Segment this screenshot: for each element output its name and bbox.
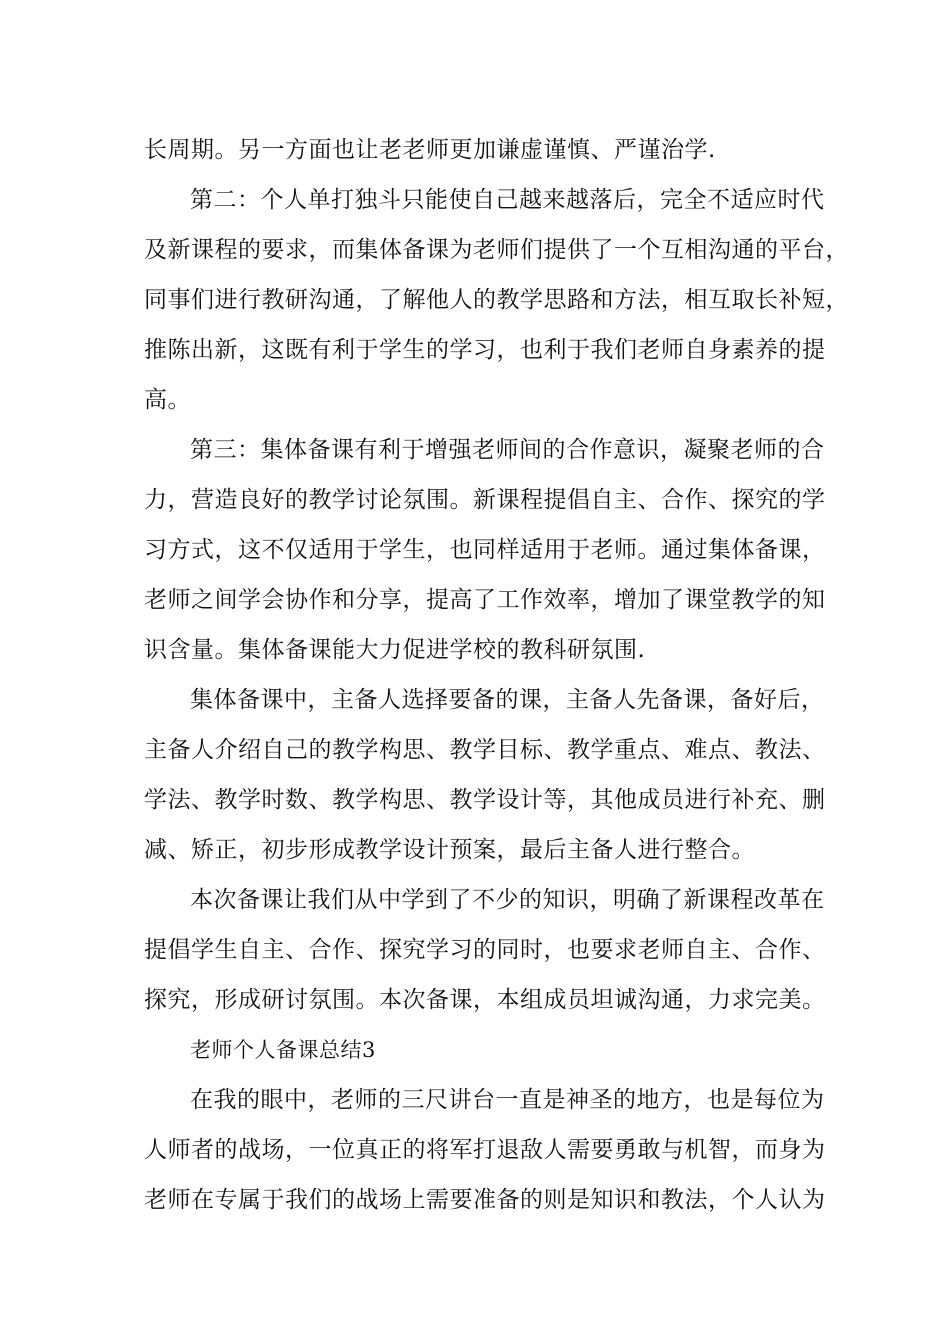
section-heading: 老师个人备课总结3 bbox=[190, 1038, 376, 1062]
text-line: 提倡学生自主、合作、探究学习的同时，也要求老师自主、合作、 bbox=[144, 937, 826, 963]
text-line: 集体备课中，主备人选择要备的课，主备人先备课，备好后， bbox=[190, 687, 825, 713]
text-line: 学法、教学时数、教学构思、教学设计等，其他成员进行补充、删 bbox=[144, 787, 826, 813]
text-line: 第二：个人单打独斗只能使自己越来越落后，完全不适应时代 bbox=[190, 187, 825, 213]
text-line: 识含量。集体备课能大力促进学校的教科研氛围. bbox=[144, 637, 646, 663]
text-line: 力，营造良好的教学讨论氛围。新课程提倡自主、合作、探究的学 bbox=[144, 487, 826, 513]
text-line: 减、矫正，初步形成教学设计预案，最后主备人进行整合。 bbox=[144, 837, 755, 863]
text-line: 探究，形成研讨氛围。本次备课，本组成员坦诚沟通，力求完美。 bbox=[144, 987, 826, 1013]
text-line: 主备人介绍自己的教学构思、教学目标、教学重点、难点、教法、 bbox=[144, 737, 826, 763]
text-line: 同事们进行教研沟通，了解他人的教学思路和方法，相互取长补短， bbox=[144, 287, 849, 313]
text-line: 长周期。另一方面也让老老师更加谦虚谨慎、严谨治学. bbox=[144, 137, 716, 163]
text-line: 老师在专属于我们的战场上需要准备的则是知识和教法，个人认为 bbox=[144, 1187, 826, 1213]
text-line: 及新课程的要求，而集体备课为老师们提供了一个互相沟通的平台， bbox=[144, 237, 849, 263]
text-line: 本次备课让我们从中学到了不少的知识，明确了新课程改革在 bbox=[190, 887, 825, 913]
text-line: 推陈出新，这既有利于学生的学习，也利于我们老师自身素养的提 bbox=[144, 337, 826, 363]
text-line: 习方式，这不仅适用于学生，也同样适用于老师。通过集体备课， bbox=[144, 537, 826, 563]
text-line: 人师者的战场，一位真正的将军打退敌人需要勇敢与机智，而身为 bbox=[144, 1137, 826, 1163]
text-line: 老师之间学会协作和分享，提高了工作效率，增加了课堂教学的知 bbox=[144, 587, 826, 613]
text-line: 在我的眼中，老师的三尺讲台一直是神圣的地方，也是每位为 bbox=[190, 1087, 825, 1113]
text-line: 高。 bbox=[144, 387, 191, 413]
text-line: 第三：集体备课有利于增强老师间的合作意识，凝聚老师的合 bbox=[190, 437, 825, 463]
